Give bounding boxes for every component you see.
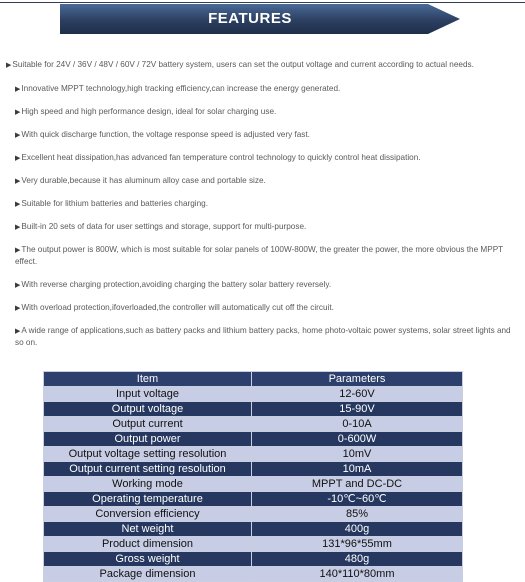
table-row bbox=[44, 552, 463, 567]
triangle-bullet-icon: ▶ bbox=[15, 247, 21, 254]
features-banner bbox=[0, 0, 525, 40]
feature-text: With overload protection,ifoverloaded,the controller will automatically cut off the circuit. bbox=[21, 303, 334, 312]
triangle-bullet-icon: ▶ bbox=[15, 282, 21, 289]
spec-item: Output voltage bbox=[44, 402, 252, 417]
table-row bbox=[44, 507, 463, 522]
triangle-bullet-icon: ▶ bbox=[15, 328, 21, 335]
triangle-bullet-icon: ▶ bbox=[15, 109, 21, 116]
spec-item: Product dimension bbox=[44, 537, 252, 552]
feature-text: Suitable for lithium batteries and batteries charging. bbox=[21, 199, 208, 208]
triangle-bullet-icon: ▶ bbox=[15, 155, 21, 162]
spec-value: 85% bbox=[252, 507, 463, 522]
header-parameters: Parameters bbox=[252, 372, 463, 387]
table-row bbox=[44, 537, 463, 552]
spec-item: Working mode bbox=[44, 477, 252, 492]
table-row bbox=[44, 522, 463, 537]
header-item: Item bbox=[44, 372, 252, 387]
feature-item bbox=[6, 279, 516, 291]
feature-text: A wide range of applications,such as battery packs and lithium battery packs, home photo-voltaic power systems, solar street lights and so on. bbox=[15, 326, 511, 347]
banner-rule bbox=[0, 2, 525, 3]
feature-item bbox=[6, 129, 516, 141]
feature-item bbox=[6, 83, 516, 95]
feature-item bbox=[6, 198, 516, 210]
table-row bbox=[44, 462, 463, 477]
feature-text: High speed and high performance design, ideal for solar charging use. bbox=[21, 107, 277, 116]
spec-item: Output voltage setting resolution bbox=[44, 447, 252, 462]
feature-item bbox=[6, 152, 516, 164]
feature-list bbox=[6, 59, 516, 348]
feature-item bbox=[6, 175, 516, 187]
feature-item bbox=[6, 59, 516, 71]
triangle-bullet-icon: ▶ bbox=[15, 224, 21, 231]
spec-item: Output current setting resolution bbox=[44, 462, 252, 477]
feature-text: The output power is 800W, which is most suitable for solar panels of 100W-800W, the greater the power, the more obvious the MPPT effect. bbox=[15, 245, 504, 266]
spec-value: 0-600W bbox=[252, 432, 463, 447]
feature-text: With quick discharge function, the voltage response speed is adjusted very fast. bbox=[21, 130, 310, 139]
table-row bbox=[44, 402, 463, 417]
feature-text: With reverse charging protection,avoiding charging the battery solar battery reversely. bbox=[21, 280, 332, 289]
table-row bbox=[44, 492, 463, 507]
table-row bbox=[44, 387, 463, 402]
triangle-bullet-icon: ▶ bbox=[15, 132, 21, 139]
spec-value: MPPT and DC-DC bbox=[252, 477, 463, 492]
feature-item bbox=[6, 244, 516, 267]
triangle-bullet-icon: ▶ bbox=[15, 86, 21, 93]
spec-value: 480g bbox=[252, 552, 463, 567]
spec-item: Operating temperature bbox=[44, 492, 252, 507]
spec-value: 140*110*80mm bbox=[252, 567, 463, 582]
spec-item: Package dimension bbox=[44, 567, 252, 582]
spec-value: 12-60V bbox=[252, 387, 463, 402]
feature-item bbox=[6, 106, 516, 118]
spec-value: 131*96*55mm bbox=[252, 537, 463, 552]
spec-value: 0-10A bbox=[252, 417, 463, 432]
table-header-row bbox=[44, 372, 463, 387]
feature-item bbox=[6, 302, 516, 314]
spec-item: Output current bbox=[44, 417, 252, 432]
triangle-bullet-icon: ▶ bbox=[15, 178, 21, 185]
table-row bbox=[44, 432, 463, 447]
spec-value: 10mA bbox=[252, 462, 463, 477]
feature-text: Suitable for 24V / 36V / 48V / 60V / 72V battery system, users can set the output voltage and current according to actual needs. bbox=[12, 60, 474, 69]
triangle-bullet-icon: ▶ bbox=[15, 305, 21, 312]
specifications-table bbox=[43, 371, 463, 582]
feature-text: Built-in 20 sets of data for user settings and storage, support for multi-purpose. bbox=[21, 222, 307, 231]
spec-item: Output power bbox=[44, 432, 252, 447]
triangle-bullet-icon: ▶ bbox=[6, 62, 12, 69]
spec-item: Net weight bbox=[44, 522, 252, 537]
table-row bbox=[44, 447, 463, 462]
table-row bbox=[44, 567, 463, 582]
feature-item bbox=[6, 325, 516, 348]
table-row bbox=[44, 477, 463, 492]
banner-title: FEATURES bbox=[208, 10, 292, 27]
triangle-bullet-icon: ▶ bbox=[15, 201, 21, 208]
feature-text: Very durable,because it has aluminum alloy case and portable size. bbox=[21, 176, 266, 185]
spec-value: 400g bbox=[252, 522, 463, 537]
spec-value: 10mV bbox=[252, 447, 463, 462]
feature-text: Excellent heat dissipation,has advanced fan temperature control technology to quickly control heat dissipation. bbox=[21, 153, 421, 162]
spec-value: 15-90V bbox=[252, 402, 463, 417]
spec-value: -10℃~60℃ bbox=[252, 492, 463, 507]
spec-item: Conversion efficiency bbox=[44, 507, 252, 522]
spec-item: Gross weight bbox=[44, 552, 252, 567]
spec-item: Input voltage bbox=[44, 387, 252, 402]
feature-item bbox=[6, 221, 516, 233]
table-row bbox=[44, 417, 463, 432]
feature-text: Innovative MPPT technology,high tracking efficiency,can increase the energy generated. bbox=[21, 84, 341, 93]
